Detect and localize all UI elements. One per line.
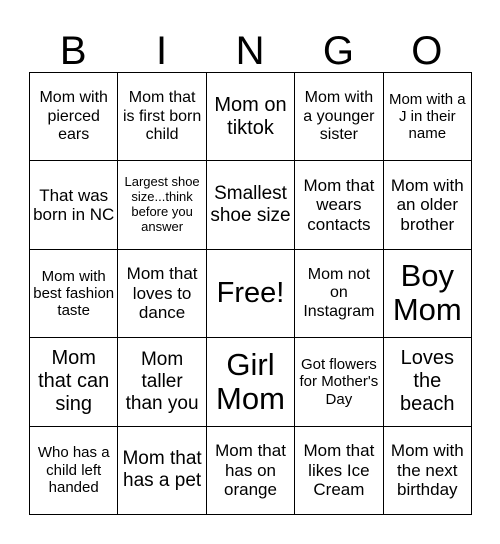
bingo-cell[interactable] xyxy=(207,73,295,161)
bingo-cell[interactable] xyxy=(118,427,206,515)
cell-text: Mom that wears contacts xyxy=(303,175,375,234)
bingo-cell[interactable] xyxy=(30,73,118,161)
cell-text: Mom that likes Ice Cream xyxy=(303,440,375,500)
cell-text: Mom with the next birthday xyxy=(390,440,464,500)
cell-text: Mom with an older brother xyxy=(390,175,464,234)
bingo-cell[interactable] xyxy=(118,250,206,338)
bingo-cell[interactable] xyxy=(207,161,295,249)
bingo-cell[interactable] xyxy=(30,161,118,249)
cell-text: Largest shoe size...think before you answer xyxy=(124,174,200,235)
bingo-cell[interactable] xyxy=(118,338,206,426)
cell-text: Mom that can sing xyxy=(38,347,110,416)
cell-text: Loves the beach xyxy=(400,347,455,416)
bingo-cell[interactable] xyxy=(295,161,383,249)
cell-text: Mom with best fashion taste xyxy=(33,267,115,320)
bingo-cell[interactable] xyxy=(384,427,472,515)
bingo-cell[interactable] xyxy=(118,73,206,161)
bingo-cell[interactable] xyxy=(295,73,383,161)
free-space[interactable] xyxy=(207,250,295,338)
cell-text: Mom with a J in their name xyxy=(388,90,466,143)
cell-text: Mom with pierced ears xyxy=(39,89,108,143)
bingo-cell[interactable] xyxy=(295,338,383,426)
cell-text: Mom that has on orange xyxy=(215,440,286,500)
bingo-grid xyxy=(29,72,472,515)
cell-text: That was born in NC xyxy=(33,185,115,225)
header-letter-g: G xyxy=(322,29,354,73)
cell-text: Got flowers for Mother's Day xyxy=(299,356,379,408)
header-letter-o: O xyxy=(411,29,443,73)
bingo-cell[interactable] xyxy=(30,250,118,338)
cell-text: Mom not on Instagram xyxy=(303,265,375,320)
cell-text: Who has a child left handed xyxy=(37,444,110,496)
cell-text: Girl Mom xyxy=(216,346,285,416)
header-letter-i: I xyxy=(156,29,168,73)
bingo-cell[interactable] xyxy=(384,250,472,338)
cell-text: Mom that loves to dance xyxy=(126,264,198,323)
bingo-cell[interactable] xyxy=(384,161,472,249)
header-letter-n: N xyxy=(235,29,265,73)
bingo-cell[interactable] xyxy=(295,250,383,338)
cell-text: Mom that is first born child xyxy=(122,89,202,143)
header-letter-b: B xyxy=(59,29,87,73)
cell-text: Smallest shoe size xyxy=(210,183,291,227)
bingo-header xyxy=(29,26,471,76)
cell-text: Mom with a younger sister xyxy=(303,89,375,143)
cell-text: Boy Mom xyxy=(392,258,462,328)
cell-text: Mom taller than you xyxy=(125,349,199,414)
bingo-cell[interactable] xyxy=(384,73,472,161)
bingo-cell[interactable] xyxy=(207,338,295,426)
bingo-cell[interactable] xyxy=(118,161,206,249)
bingo-cell[interactable] xyxy=(30,427,118,515)
bingo-cell[interactable] xyxy=(384,338,472,426)
cell-text: Mom on tiktok xyxy=(214,93,287,139)
bingo-cell[interactable] xyxy=(295,427,383,515)
cell-text: Free! xyxy=(216,276,285,309)
cell-text: Mom that has a pet xyxy=(122,448,202,492)
bingo-cell[interactable] xyxy=(207,427,295,515)
bingo-cell[interactable] xyxy=(30,338,118,426)
